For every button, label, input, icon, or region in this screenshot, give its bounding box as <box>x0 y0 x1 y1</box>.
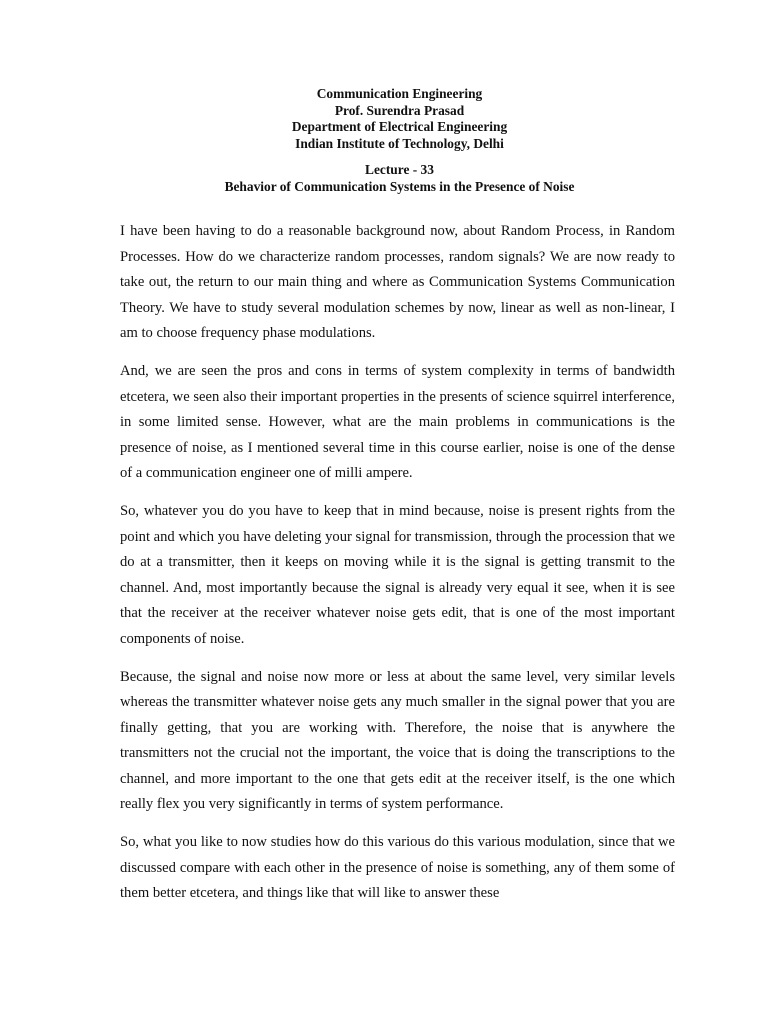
paragraph: So, what you like to now studies how do this various do this various modulation, since that we discussed compare with each other in the presence of noise is something, any of them some of them better etcetera, and things like that will like to answer these <box>120 834 675 901</box>
document-body <box>120 219 675 907</box>
paragraph: And, we are seen the pros and cons in terms of system complexity in terms of bandwidth etcetera, we seen also their important properties in the presents of science squirrel interference, in some limited sense. However, what are the main problems in communications is the presence of noise, as I mentioned several time in this course earlier, noise is one of the dense of a communication engineer one of milli ampere. <box>120 363 675 481</box>
lecture-heading <box>124 162 675 195</box>
document-header <box>124 86 675 195</box>
lecture-number: Lecture - 33 <box>365 162 434 177</box>
paragraph: Because, the signal and noise now more or less at about the same level, very similar levels whereas the transmitter whatever noise gets any much smaller in the signal power that you are finally getting, that you are working with. Therefore, the noise that is anywhere the transmitters not the crucial not the important, the voice that is doing the transcriptions to the channel, and more important to the one that gets edit at the receiver itself, is the one which really flex you very significantly in terms of system performance. <box>120 668 675 812</box>
paragraph: I have been having to do a reasonable background now, about Random Process, in Random Processes. How do we characterize random processes, random signals? We are now ready to take out, the return to our main thing and where as Communication Systems Communication Theory. We have to study several modulation schemes by now, linear as well as non-linear, I am to choose frequency phase modulations. <box>120 223 675 341</box>
lecture-title: Behavior of Communication Systems in the Presence of Noise <box>224 178 575 194</box>
paragraph: So, whatever you do you have to keep that in mind because, noise is present rights from the point and which you have deleting your signal for transmission, through the procession that we do at a transmitter, then it keeps on moving while it is the signal is getting transmit to the channel. And, most importantly because the signal is already very equal it see, when it is see that the receiver at the receiver whatever noise gets edit, that is one of the most important components of noise. <box>120 503 675 647</box>
course-title: Communication Engineering <box>316 86 483 101</box>
institute-name: Indian Institute of Technology, Delhi <box>295 135 504 151</box>
department-name: Department of Electrical Engineering <box>291 119 508 134</box>
professor-name: Prof. Surendra Prasad <box>334 102 465 118</box>
